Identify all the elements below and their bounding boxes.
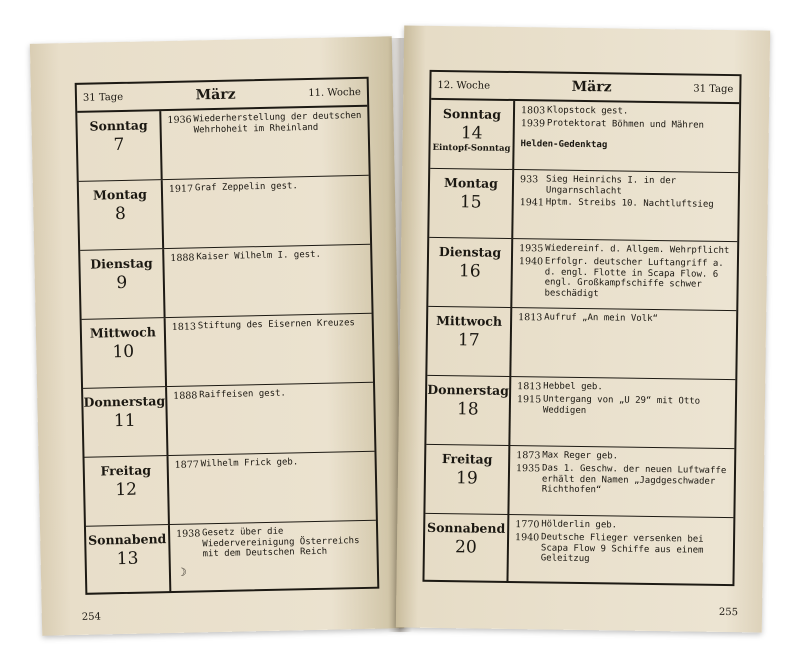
event-text: Hölderlin geb. <box>541 519 618 531</box>
event-text: Graf Zeppelin gest. <box>194 181 298 194</box>
events-cell <box>511 308 736 379</box>
day-row <box>425 445 734 518</box>
event-entry <box>175 456 369 471</box>
day-cell <box>424 514 509 583</box>
event-entry <box>170 249 364 264</box>
event-year: 1813 <box>171 321 197 333</box>
day-row <box>86 521 377 595</box>
day-row <box>427 307 736 380</box>
day-row <box>83 383 374 458</box>
day-row <box>426 376 735 449</box>
day-row <box>428 238 737 311</box>
days-count: 31 Tage <box>693 83 734 95</box>
events-cell <box>170 521 377 593</box>
event-text: Wiederherstellung der deutschen Wehrhoheit im Rheinland <box>193 110 362 136</box>
event-year: 1917 <box>168 183 194 195</box>
day-number: 7 <box>113 134 125 156</box>
day-row <box>430 100 739 173</box>
events-cell <box>169 452 376 524</box>
event-text: Klopstock gest. <box>546 105 629 117</box>
event-text: Sieg Heinrichs I. in der Ungarnschlacht <box>545 174 677 197</box>
weekday-name: Mittwoch <box>436 312 503 329</box>
event-text: Wiedereinf. d. Allgem. Wehrpflicht <box>545 243 730 257</box>
moon-phase-icon: ☽ <box>176 565 187 579</box>
event-text: Raiffeisen gest. <box>199 388 287 401</box>
event-entry <box>172 318 366 333</box>
event-entry <box>515 532 727 567</box>
calendar-table-left <box>75 77 380 595</box>
weekday-name: Dienstag <box>438 243 502 260</box>
weekday-name: Donnerstag <box>83 393 166 410</box>
event-entry <box>521 105 733 119</box>
special-day-label: Helden-Gedenktag <box>520 139 608 151</box>
event-entry <box>517 381 729 395</box>
events-cell <box>166 314 373 386</box>
weekday-name: Freitag <box>441 451 493 467</box>
day-number: 15 <box>459 192 482 213</box>
event-text: Max Reger geb. <box>542 450 619 462</box>
events-cell <box>163 176 370 248</box>
event-year: 1888 <box>170 252 195 264</box>
event-year: 1940 <box>518 256 544 268</box>
day-number: 14 <box>460 123 483 144</box>
page-number-left: 254 <box>81 611 102 623</box>
week-label: 12. Woche <box>437 79 491 92</box>
day-cell <box>77 111 162 181</box>
weekday-name: Sonnabend <box>427 519 506 536</box>
event-year: 1935 <box>519 243 544 255</box>
right-page <box>396 25 770 632</box>
event-text: Deutsche Flieger versenken bei Scapa Flow 9 Schiffe aus einem Geleitzug <box>540 532 704 565</box>
weekday-name: Sonntag <box>442 106 502 122</box>
day-rows-left <box>77 107 377 595</box>
day-cell <box>85 456 170 526</box>
event-entry <box>169 180 363 195</box>
event-text: Protektorat Böhmen und Mähren <box>546 118 705 131</box>
day-row <box>82 314 373 389</box>
day-number: 18 <box>456 399 479 420</box>
event-year: 1939 <box>520 118 546 130</box>
month-title: März <box>571 78 612 96</box>
event-year: 1935 <box>515 463 541 475</box>
day-number: 8 <box>114 203 127 225</box>
events-cell <box>161 107 368 179</box>
day-rows-right <box>424 100 739 586</box>
event-entry <box>518 312 730 326</box>
event-entry <box>516 450 728 464</box>
event-entry <box>518 256 731 301</box>
weekday-name: Sonntag <box>89 117 148 134</box>
event-text: Aufruf „An mein Volk“ <box>544 312 659 325</box>
event-year: 1873 <box>516 450 541 462</box>
day-cell <box>83 387 168 457</box>
event-text: Hebbel geb. <box>543 381 603 393</box>
day-number: 10 <box>112 341 135 363</box>
events-cell <box>514 101 739 172</box>
event-year: 1940 <box>515 532 540 544</box>
events-cell <box>164 245 371 317</box>
day-number: 9 <box>116 272 128 294</box>
day-note: Eintopf-Sonntag <box>432 142 511 154</box>
day-cell <box>429 169 514 238</box>
event-year: 1915 <box>516 394 542 406</box>
day-cell <box>428 238 513 307</box>
calendar-table-right <box>422 70 741 586</box>
open-book <box>28 18 780 640</box>
event-year: 1813 <box>517 381 542 393</box>
weekday-name: Freitag <box>100 462 152 479</box>
event-text: Kaiser Wilhelm I. gest. <box>196 249 322 263</box>
weekday-name: Montag <box>443 175 499 191</box>
weekday-name: Donnerstag <box>427 381 510 398</box>
event-text: Das 1. Geschw. der neuen Luftwaffe erhält den Namen „Jagdgeschwader Richthofen“ <box>541 463 727 496</box>
event-year: 933 <box>520 174 539 186</box>
event-year: 1813 <box>518 312 543 324</box>
events-cell <box>508 515 733 586</box>
day-number: 11 <box>113 410 136 432</box>
day-number: 17 <box>457 330 480 351</box>
events-cell <box>512 239 737 310</box>
event-text: Hptm. Streibs 10. Nachtluftsieg <box>545 197 714 211</box>
event-year: 1770 <box>515 519 540 531</box>
day-number: 13 <box>116 548 139 570</box>
event-entry <box>176 525 371 561</box>
calendar-header-right <box>431 72 739 104</box>
event-text: Gesetz über die Wiedervereinigung Österreichs mit dem Deutschen Reich <box>202 526 360 560</box>
day-row <box>85 452 376 527</box>
day-row <box>80 245 371 320</box>
event-entry <box>167 111 361 136</box>
weekday-name: Montag <box>92 186 148 203</box>
page-number-right: 255 <box>718 606 739 619</box>
day-row <box>424 514 733 586</box>
days-count: 31 Tage <box>82 91 124 104</box>
event-entry <box>515 519 727 533</box>
month-title: März <box>195 86 236 104</box>
events-cell <box>510 377 735 448</box>
day-cell <box>426 376 511 445</box>
event-entry <box>516 463 728 498</box>
event-entry <box>521 118 733 132</box>
event-year: 1877 <box>174 459 199 471</box>
day-cell <box>79 180 164 250</box>
day-cell <box>427 307 512 376</box>
day-row <box>79 176 370 251</box>
day-cell <box>425 445 510 514</box>
event-entry <box>520 197 732 211</box>
events-cell <box>167 383 374 455</box>
event-entry <box>520 174 732 198</box>
day-number: 16 <box>458 261 481 282</box>
week-label: 11. Woche <box>308 86 362 99</box>
event-entry <box>519 243 731 257</box>
event-text: Untergang von „U 29“ mit Otto Weddigen <box>542 394 701 416</box>
event-year: 1941 <box>519 197 545 209</box>
event-year: 1936 <box>167 114 192 126</box>
day-number: 12 <box>115 479 138 501</box>
day-cell <box>80 249 165 319</box>
day-row <box>429 169 738 242</box>
day-cell <box>82 318 167 388</box>
weekday-name: Sonnabend <box>87 531 167 548</box>
event-year: 1888 <box>173 390 198 402</box>
day-number: 20 <box>454 537 477 558</box>
day-cell <box>430 100 515 169</box>
event-text: Wilhelm Frick geb. <box>200 457 299 470</box>
event-year: 1938 <box>176 528 201 540</box>
event-entry <box>173 387 367 402</box>
day-number: 19 <box>455 468 478 489</box>
event-entry <box>517 394 729 418</box>
event-text: Erfolgr. deutscher Luftangriff a. d. engl. Flotte in Scapa Flow. 6 engl. Großkampfschiffe schwer beschädigt <box>544 256 724 300</box>
events-cell <box>513 170 738 241</box>
weekday-name: Dienstag <box>90 255 153 272</box>
weekday-name: Mittwoch <box>89 324 157 341</box>
day-cell <box>86 525 171 595</box>
day-row <box>77 107 368 182</box>
event-text: Stiftung des Eisernen Kreuzes <box>197 318 356 332</box>
event-year: 1803 <box>520 105 546 117</box>
events-cell <box>509 446 734 517</box>
left-page <box>30 36 404 635</box>
